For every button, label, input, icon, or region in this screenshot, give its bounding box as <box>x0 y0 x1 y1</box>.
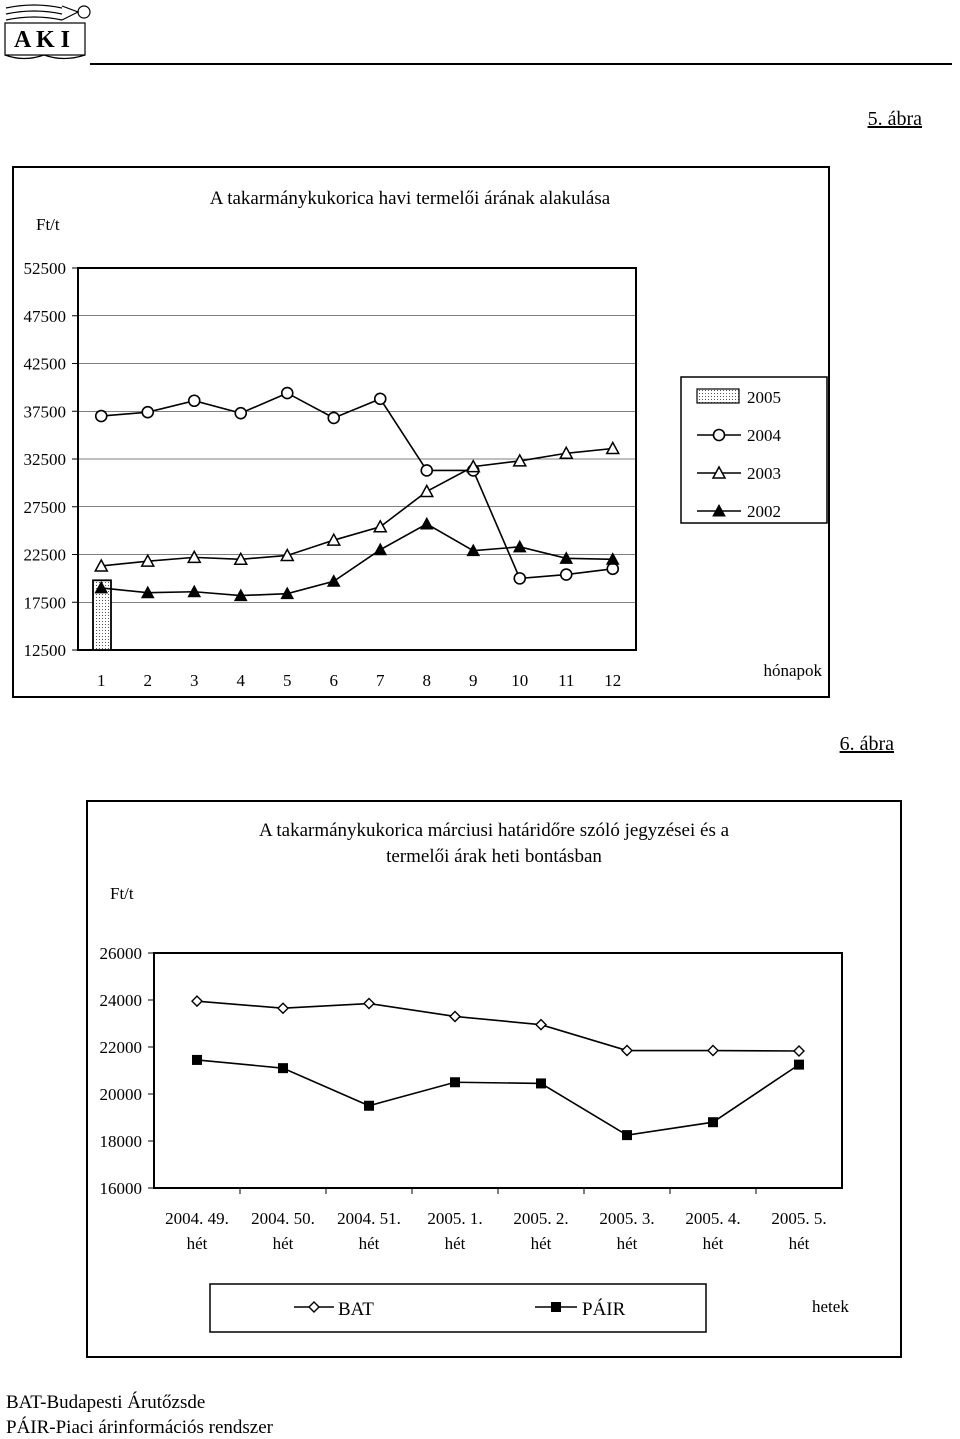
x-tick-label-line2: hét <box>616 1234 638 1253</box>
y-tick-label: 32500 <box>23 450 66 469</box>
x-tick-label-line1: 2004. 50. <box>251 1209 315 1228</box>
chart-title: A takarmánykukorica havi termelői árának alakulása <box>209 188 611 209</box>
series-BAT-point <box>536 1020 546 1030</box>
legend-label: PÁIR <box>582 1299 626 1320</box>
logo-text: A K I <box>14 27 71 53</box>
x-tick-label-line1: 2005. 2. <box>513 1209 569 1228</box>
x-tick-label: 8 <box>422 671 431 690</box>
x-tick-label: 4 <box>236 671 245 690</box>
legend-label: BAT <box>338 1299 374 1320</box>
y-tick-label: 52500 <box>23 259 66 278</box>
legend-box <box>210 1284 706 1332</box>
x-tick-label-line2: hét <box>788 1234 810 1253</box>
y-tick-label: 20000 <box>99 1085 142 1104</box>
x-tick-label-line1: 2005. 5. <box>771 1209 827 1228</box>
x-tick-label-line2: hét <box>530 1234 552 1253</box>
figure-6-label: 6. ábra <box>839 733 894 755</box>
x-tick-label-line2: hét <box>358 1234 380 1253</box>
y-tick-label: 47500 <box>23 306 66 326</box>
y-tick-label: 16000 <box>99 1179 142 1198</box>
series-PÁIR-point <box>364 1101 374 1111</box>
x-axis-label: hetek <box>812 1297 849 1316</box>
y-tick-label: 22000 <box>99 1038 142 1057</box>
x-tick-label: 5 <box>283 671 292 690</box>
y-axis-unit-label: Ft/t <box>110 884 134 903</box>
x-tick-label: 11 <box>558 671 575 690</box>
y-tick-label: 26000 <box>99 944 142 963</box>
series-BAT-point <box>708 1046 718 1056</box>
legend-label: 2003 <box>747 464 781 483</box>
x-tick-label-line1: 2004. 49. <box>165 1209 229 1228</box>
x-tick-label: 1 <box>97 671 106 690</box>
series-BAT-point <box>622 1046 632 1056</box>
series-BAT-point <box>192 996 202 1006</box>
y-tick-label: 37500 <box>23 402 66 422</box>
x-tick-label-line1: 2004. 51. <box>337 1209 401 1228</box>
figure-5-label: 5. ábra <box>867 108 922 130</box>
series-PÁIR-point <box>794 1060 804 1070</box>
x-tick-label-line2: hét <box>702 1234 724 1253</box>
x-tick-label-line2: hét <box>272 1234 294 1253</box>
x-tick-label-line1: 2005. 3. <box>599 1209 655 1228</box>
plot-area <box>154 953 842 1188</box>
series-PÁIR-point <box>192 1055 202 1065</box>
series-BAT-point <box>794 1046 804 1056</box>
x-tick-label-line2: hét <box>186 1234 208 1253</box>
x-tick-label: 6 <box>329 671 338 690</box>
series-PÁIR-point <box>622 1130 632 1140</box>
y-axis-unit-label: Ft/t <box>36 215 60 234</box>
x-tick-label: 2 <box>143 671 152 690</box>
x-axis-label: hónapok <box>763 661 822 680</box>
x-tick-label-line1: 2005. 4. <box>685 1209 741 1228</box>
series-PÁIR-point <box>536 1078 546 1088</box>
chart-title-line2: termelői árak heti bontásban <box>386 846 602 867</box>
y-tick-label: 27500 <box>23 497 66 517</box>
legend-label: 2005 <box>747 388 781 407</box>
legend-label: 2004 <box>747 426 781 445</box>
x-tick-label: 12 <box>604 671 622 690</box>
y-tick-label: 17500 <box>23 593 66 613</box>
x-tick-label: 3 <box>190 671 199 690</box>
x-tick-label-line1: 2005. 1. <box>427 1209 483 1228</box>
y-tick-label: 24000 <box>99 991 142 1010</box>
footer-pair-note: PÁIR-Piaci árinformációs rendszer <box>6 1417 273 1438</box>
x-tick-label-line2: hét <box>444 1234 466 1253</box>
chart-title-line1: A takarmánykukorica márciusi határidőre szóló jegyzései és a <box>258 820 730 841</box>
series-BAT-point <box>450 1011 460 1021</box>
footer-bat-note: BAT-Budapesti Árutőzsde <box>6 1392 206 1413</box>
x-tick-label: 9 <box>469 671 478 690</box>
y-tick-label: 12500 <box>23 641 66 660</box>
y-tick-label: 22500 <box>23 545 66 565</box>
x-tick-label: 7 <box>376 671 385 690</box>
y-tick-label: 18000 <box>99 1132 142 1151</box>
legend-marker <box>551 1302 561 1312</box>
y-tick-label: 42500 <box>23 354 66 374</box>
legend-label: 2002 <box>747 502 781 521</box>
series-PÁIR-point <box>708 1117 718 1127</box>
series-BAT-point <box>364 999 374 1009</box>
series-PÁIR-point <box>450 1077 460 1087</box>
x-tick-label: 10 <box>511 671 529 690</box>
series-PÁIR-point <box>278 1063 288 1073</box>
series-BAT-point <box>278 1003 288 1013</box>
